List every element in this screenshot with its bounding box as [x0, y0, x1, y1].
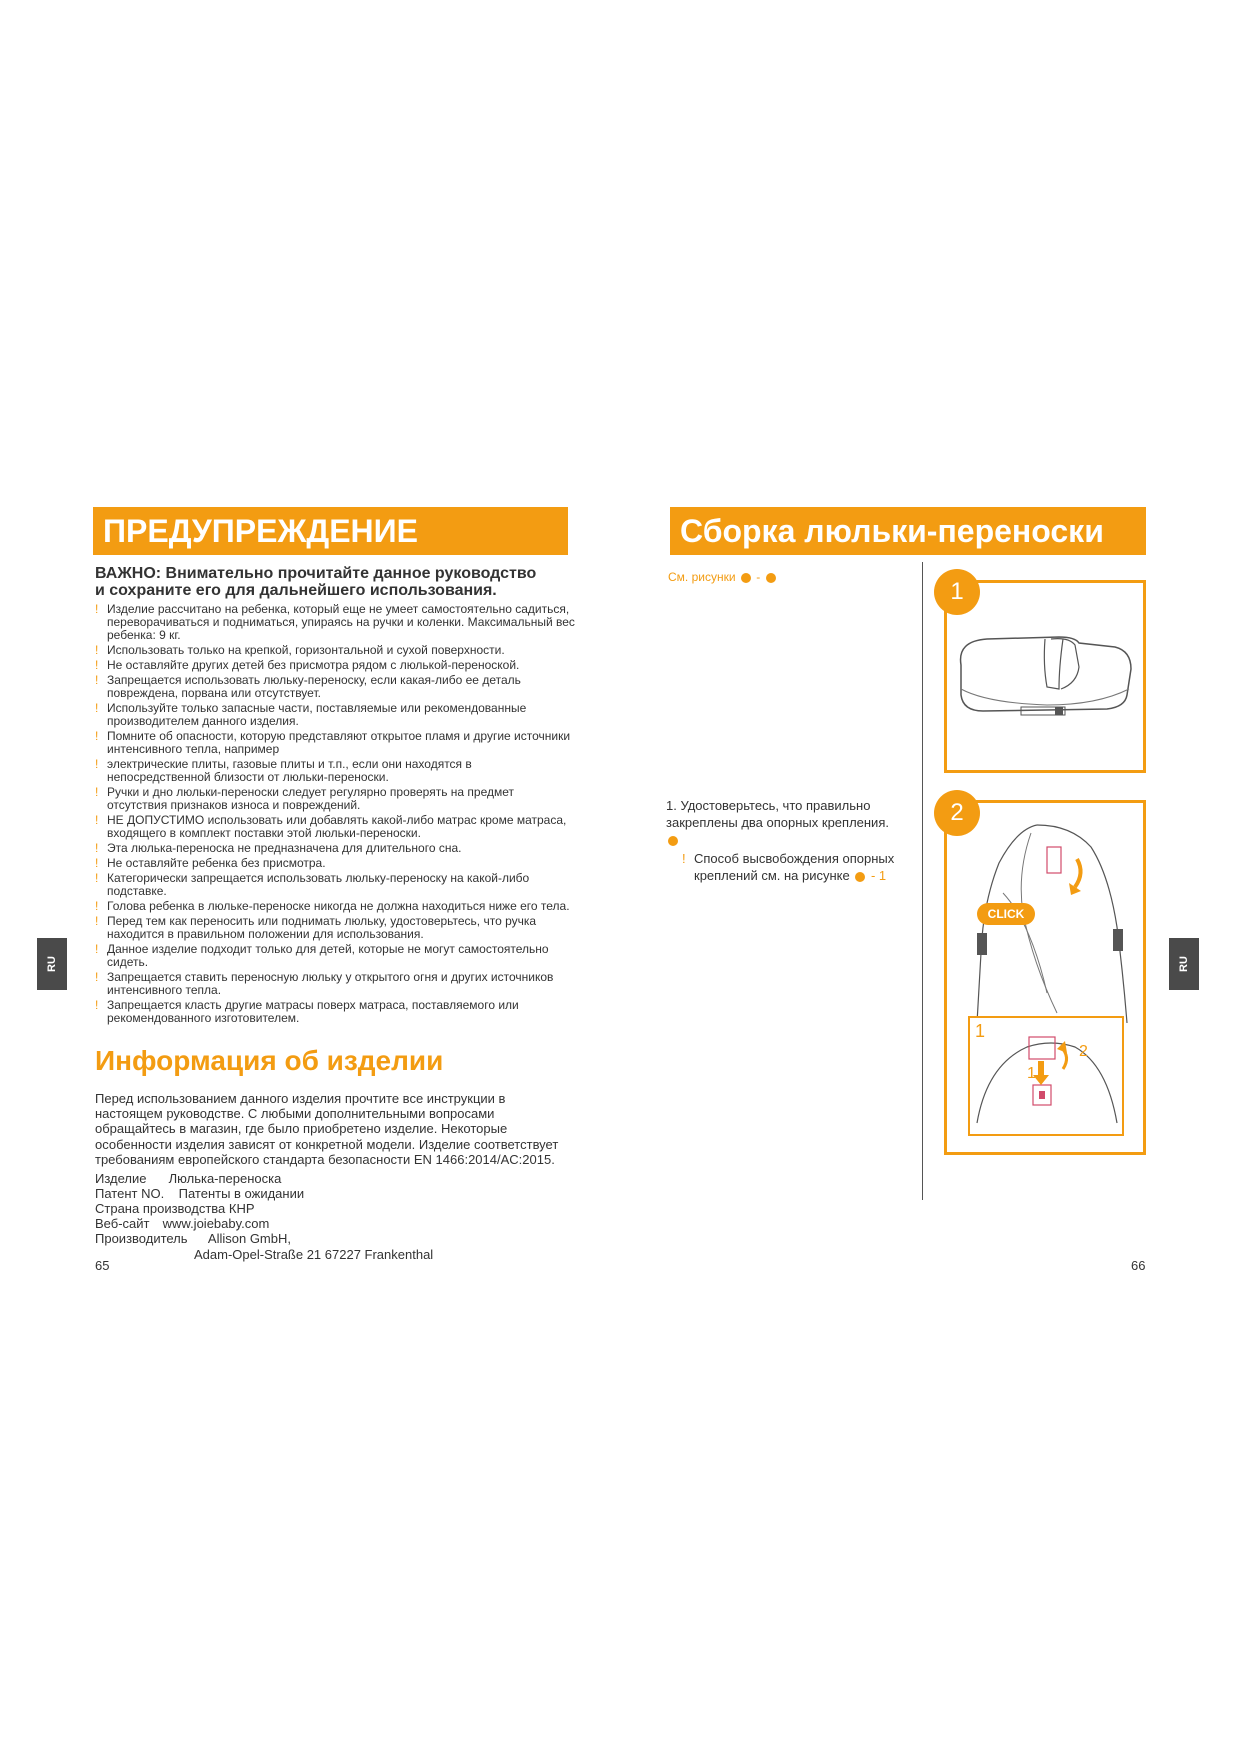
warning-text: НЕ ДОПУСТИМО использовать или добавлять какой-либо матрас кроме матраса, входящего в комплект поставки этой люльки-переноски.: [107, 813, 567, 840]
meta-country-label: Страна производства: [95, 1201, 226, 1216]
warning-bang: !: [95, 701, 99, 715]
release-note-text: Способ высвобождения опорных креплений см. на рисунке: [694, 851, 895, 883]
step-1-text: 1. Удостоверьтесь, что правильно закреплены два опорных крепления.: [666, 798, 889, 830]
warning-text: Ручки и дно люльки-переноски следует регулярно проверять на предмет отсутствия признаков износа и повреждений.: [107, 785, 515, 812]
meta-product: [95, 1171, 281, 1186]
warning-bang: !: [95, 970, 99, 984]
inset-label-1: 1: [975, 1021, 986, 1041]
figure-1-box: [944, 580, 1146, 773]
figure-ref-dot-end: [766, 573, 776, 583]
warning-bang: !: [95, 942, 99, 956]
product-info-title: Информация об изделии: [95, 1045, 444, 1076]
warning-bang: !: [95, 602, 99, 616]
warning-bang: !: [95, 871, 99, 885]
warning-bang: !: [95, 757, 99, 771]
warning-item: [95, 915, 575, 941]
warning-text: Запрещается ставить переносную люльку у открытого огня и других источников интенсивного тепла.: [107, 970, 554, 997]
warning-text: Эта люлька-переноска не предназначена для длительного сна.: [107, 841, 462, 855]
inset-label-2: 2: [1079, 1043, 1088, 1060]
important-line-2: и сохраните его для дальнейшего использования.: [95, 582, 497, 599]
warning-item: [95, 758, 575, 784]
see-figures-label: См. рисунки: [668, 570, 736, 584]
warning-text: Запрещается класть другие матрасы поверх матраса, поставляемого или рекомендованного изготовителем.: [107, 998, 519, 1025]
figure-1-number: 1: [934, 569, 980, 615]
meta-product-value: Люлька-переноска: [168, 1171, 282, 1186]
figure-ref-dot-start: [741, 573, 751, 583]
warning-text: Используйте только запасные части, поставляемые или рекомендованные производителем данного изделия.: [107, 701, 527, 728]
click-label: CLICK: [987, 907, 1025, 921]
warning-item: [95, 644, 575, 657]
warning-item: [95, 857, 575, 870]
warning-bang: !: [95, 856, 99, 870]
figure-2-box: [944, 800, 1146, 1155]
meta-country-value: КНР: [228, 1201, 255, 1216]
assembly-banner: Сборка люльки-переноски: [670, 507, 1146, 555]
meta-site-value[interactable]: www.joiebaby.com: [162, 1216, 270, 1231]
warnings-list: [95, 603, 575, 1027]
warning-item: [95, 872, 575, 898]
warning-banner: ПРЕДУПРЕЖДЕНИЕ: [93, 507, 568, 555]
warning-item: [95, 999, 575, 1025]
meta-site-label: Веб-сайт: [95, 1216, 150, 1231]
meta-site: [95, 1216, 269, 1231]
warning-bang: !: [95, 658, 99, 672]
lang-tab-right-label: RU: [1177, 956, 1190, 972]
meta-patent-value: Патенты в ожидании: [178, 1186, 305, 1201]
step-1: [666, 797, 896, 848]
warning-text: Не оставляйте ребенка без присмотра.: [107, 856, 326, 870]
warning-bang: !: [95, 643, 99, 657]
meta-maker-label: Производитель: [95, 1231, 188, 1246]
warning-item: [95, 603, 575, 642]
page-number-left: 65: [95, 1258, 110, 1273]
warning-item: [95, 659, 575, 672]
click-badge: [977, 903, 1035, 925]
handle-support-drawing: [947, 803, 1143, 1152]
warning-item: [95, 971, 575, 997]
meta-country: [95, 1201, 255, 1216]
note-ref: - 1: [870, 868, 887, 883]
warning-item: [95, 702, 575, 728]
warning-bang: !: [95, 914, 99, 928]
warning-text: Изделие рассчитано на ребенка, который еще не умеет самостоятельно садиться, переворачиваться и подниматься, упираясь на ручки и коленки. Максимальный вес ребенка: 9 кг.: [107, 602, 575, 642]
meta-address: Adam-Opel-Straße 21 67227 Frankenthal: [194, 1247, 434, 1262]
warning-bang: !: [95, 899, 99, 913]
warning-bang: !: [95, 998, 99, 1012]
lang-tab-right: [1169, 938, 1199, 990]
warning-text: Голова ребенка в люльке-переноске никогда не должна находиться ниже его тела.: [107, 899, 570, 913]
warning-text: Запрещается использовать люльку-переноску, если какая-либо ее деталь повреждена, порвана или отсутствует.: [107, 673, 521, 700]
meta-patent: [95, 1186, 304, 1201]
warning-bang: !: [95, 841, 99, 855]
warning-bang: !: [95, 729, 99, 743]
meta-maker: [95, 1231, 291, 1246]
warning-text: Перед тем как переносить или поднимать люльку, удостоверьтесь, что ручка находится в правильном положении для использования.: [107, 914, 537, 941]
figure-2-number: 2: [934, 790, 980, 836]
warning-item: [95, 786, 575, 812]
meta-patent-label: Патент NO.: [95, 1186, 165, 1201]
warning-text: Данное изделие подходит только для детей, которые не могут самостоятельно сидеть.: [107, 942, 549, 969]
warning-bang: !: [95, 673, 99, 687]
see-figures: [668, 570, 778, 584]
release-note: [682, 850, 904, 884]
warning-text: электрические плиты, газовые плиты и т.п., если они находятся в непосредственной близости от люльки-переноски.: [107, 757, 472, 784]
warning-text: Помните об опасности, которую представляют открытое пламя и другие источники интенсивного тепла, например: [107, 729, 571, 756]
warning-item: [95, 674, 575, 700]
meta-product-label: Изделие: [95, 1171, 147, 1186]
inset-label-3: 1: [1027, 1065, 1036, 1082]
see-figures-sep: -: [756, 570, 761, 584]
warning-item: [95, 842, 575, 855]
warning-item: [95, 814, 575, 840]
lang-tab-left: [37, 938, 67, 990]
warning-text: Категорически запрещается использовать люльку-переноску на какой-либо подставке.: [107, 871, 530, 898]
warning-item: [95, 900, 575, 913]
meta-maker-value: Allison GmbH,: [207, 1231, 291, 1246]
warning-item: [95, 943, 575, 969]
figure-2-ref-dot: [668, 836, 678, 846]
warning-text: Использовать только на крепкой, горизонтальной и сухой поверхности.: [107, 643, 505, 657]
warning-bang: !: [95, 785, 99, 799]
important-notice: [95, 565, 595, 599]
note-ref-dot: [855, 872, 865, 882]
warning-bang: !: [95, 813, 99, 827]
warning-item: [95, 730, 575, 756]
lang-tab-left-label: RU: [45, 956, 58, 972]
important-line-1: ВАЖНО: Внимательно прочитайте данное руководство: [95, 565, 537, 582]
column-divider: [922, 562, 923, 1200]
page-number-right: 66: [1131, 1258, 1146, 1273]
bassinet-drawing: [947, 583, 1143, 770]
warning-text: Не оставляйте других детей без присмотра рядом с люлькой-переноской.: [107, 658, 520, 672]
product-info-body: Перед использованием данного изделия прочтите все инструкции в настоящем руководстве. С любыми дополнительными вопросами обращайтесь в магазин, где было приобретено изделие. Некоторые особенности изделия зависят от конкретной модели. Изделие соответствует требованиям европейского стандарта безопасности EN 1466:2014/AC:2015.: [95, 1091, 559, 1167]
note-bang: !: [682, 851, 686, 866]
